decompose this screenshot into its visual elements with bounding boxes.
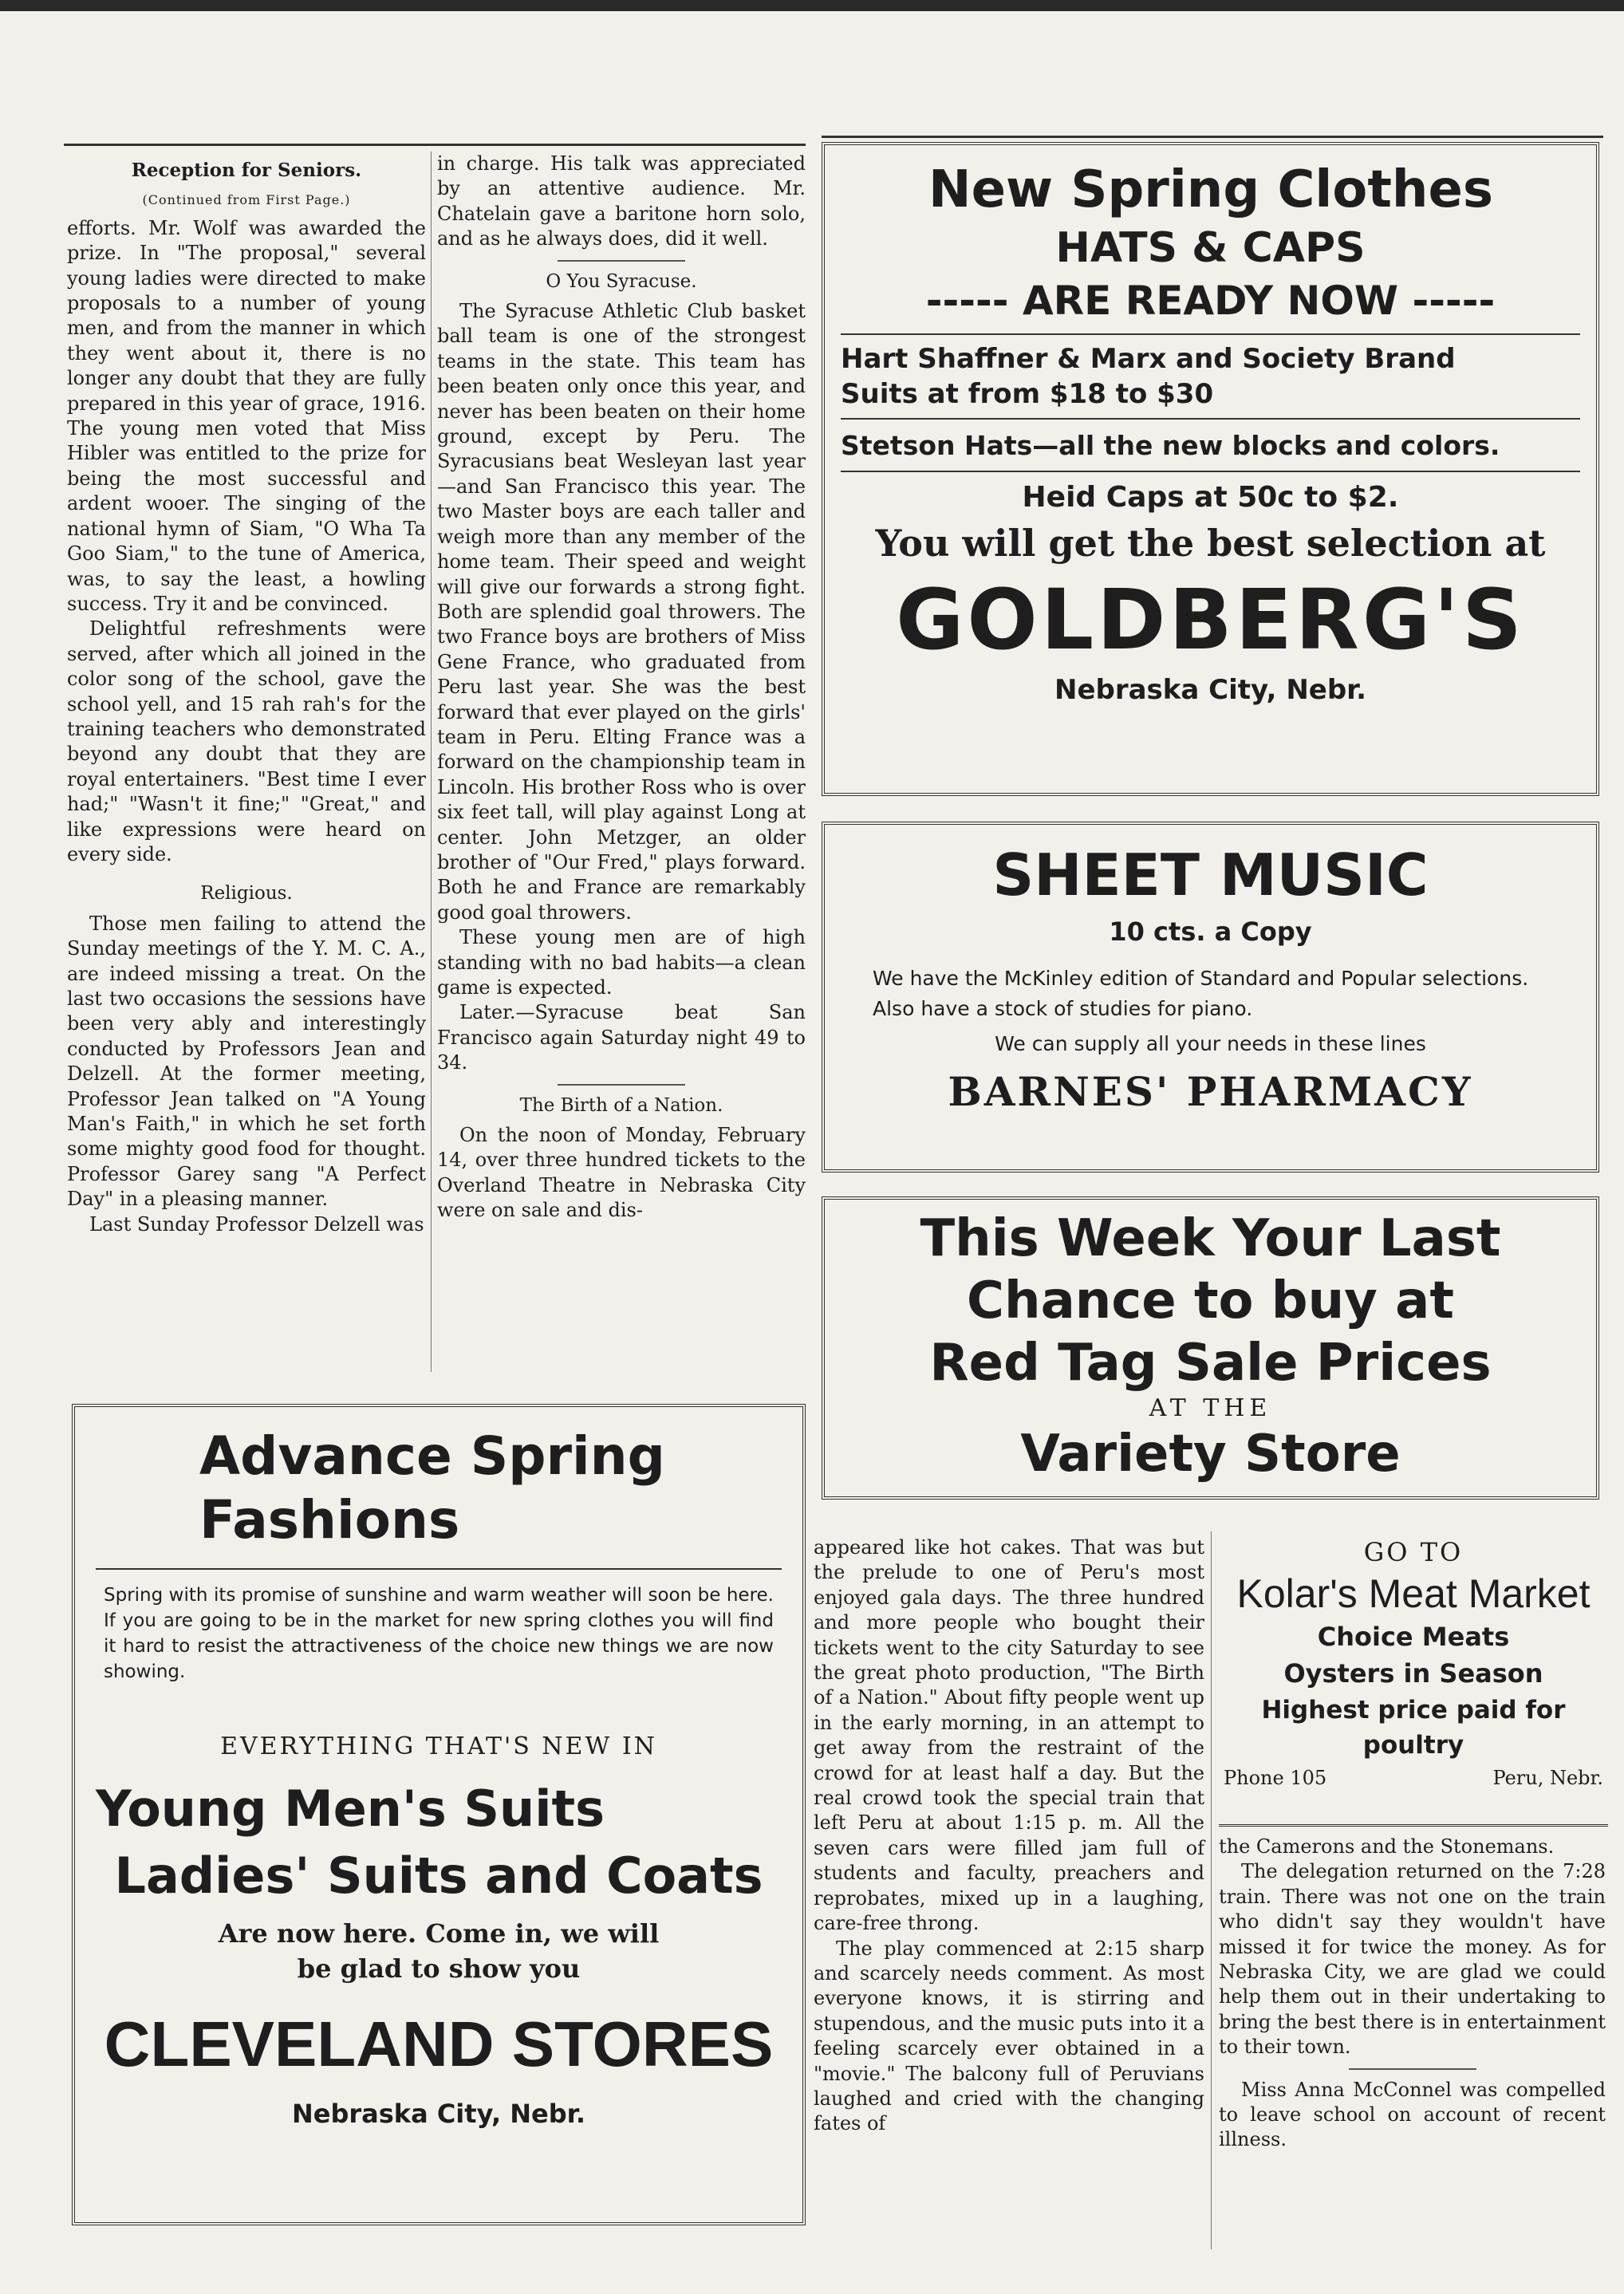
cleveland-everything: EVERYTHING THAT'S NEW IN [220, 1732, 657, 1760]
reception-paragraph-1: efforts. Mr. Wolf was awarded the prize. In "The proposal," several young ladies were directed to make proposals to a number of young men, and from the manner in which they went about it, there is no longer any doubt that they are fully prepared in this year of grace, 1916. The young men voted that Miss Hibler was entitled to the prize for being the most successful and ardent wooer. The singing of the national hymn of Siam, "O Wha Ta Goo Siam," to the tune of America, was, to say the least, a howling success. Try it and be convinced. [67, 216, 426, 615]
goldberg-ad [822, 142, 1599, 796]
column-3-lower [814, 1535, 1204, 2137]
sheet-music-text: We have the McKinley edition of Standard and Popular selections. Also have a stock of studies for piano. [873, 967, 1529, 1020]
divider [558, 1084, 685, 1086]
sheet-music-price: 10 cts. a Copy [1109, 916, 1312, 947]
religious-paragraph-2: Last Sunday Professor Delzell was [89, 1212, 424, 1236]
cleveland-headline-1: Advance Spring [199, 1425, 665, 1487]
column-2 [437, 152, 806, 1224]
cleveland-young-mens-suits: Young Men's Suits [96, 1780, 605, 1838]
goldberg-caps: Heid Caps at 50c to $2. [1022, 481, 1399, 514]
goldberg-store-name: GOLDBERG'S [896, 571, 1525, 668]
kolar-store-name: Kolar's Meat Market [1236, 1571, 1590, 1616]
goldberg-city: Nebraska City, Nebr. [1054, 674, 1367, 706]
kolar-choice-meats: Choice Meats [1317, 1622, 1510, 1652]
page-top-rule-right [822, 136, 1603, 138]
goldberg-stetson: Stetson Hats—all the new blocks and colors. [841, 430, 1500, 461]
barnes-store-name: BARNES' PHARMACY [948, 1068, 1473, 1115]
reception-continued: (Continued from First Page.) [142, 192, 351, 208]
cleveland-come-in-2: be glad to show you [297, 1953, 581, 1984]
cleveland-store-name: CLEVELAND STORES [104, 2008, 774, 2079]
scan-top-edge [0, 0, 1624, 11]
syracuse-paragraph-1: The Syracuse Athletic Club basket ball team is one of the strongest teams in the state. This team has been beaten only once this year, and never has been beaten on their home ground, except by Peru. The Syracusians beat Wesleyan last year—and San Francisco this year. The two Master boys are each taller and weigh more than any member of the home team. Their speed and weight will give our forwards a strong fight. Both are splendid goal throwers. The two France boys are brothers of Miss Gene France, who graduated from Peru last year. She was the best forward that ever played on the girls' team in Peru. Elting France was a forward on the championship team in Lincoln. His brother Ross who is over six feet tall, will play against Long at center. John Metzger, an older brother of "Our Fred," plays forward. Both he and France are remarkably good goal throwers. [437, 300, 806, 924]
birth-title: The Birth of a Nation. [519, 1094, 723, 1116]
variety-line-2: Chance to buy at [967, 1271, 1454, 1330]
religious-title: Religious. [200, 883, 293, 905]
cleveland-ladies-suits: Ladies' Suits and Coats [114, 1847, 763, 1905]
variety-line-3: Red Tag Sale Prices [929, 1334, 1492, 1393]
sheet-music-supply: We can supply all your needs in these lines [995, 1032, 1426, 1055]
cleveland-come-in-1: Are now here. Come in, we will [218, 1918, 660, 1949]
column-4-lower [1219, 1835, 1606, 2153]
religious-paragraph-3: in charge. His talk was appreciated by an attentive audience. Mr. Chatelain gave a baritone horn solo, and as he always does, did it well. [437, 152, 806, 250]
cleveland-headline-2: Fashions [199, 1489, 460, 1551]
religious-paragraph-1: Those men failing to attend the Sunday meetings of the Y. M. C. A., are indeed missing a treat. On the last two occasions the sessions have been very ably and interestingly conducted by Professors Jean and Delzell. At the former meeting, Professor Jean talked on "A Young Man's Faith," in which he set forth some mighty good food for thought. Professor Garey sang "A Perfect Day" in a pleasing manner. [67, 912, 426, 1211]
variety-store-name: Variety Store [1020, 1425, 1401, 1484]
column-divider-3 [1211, 1531, 1212, 2249]
goldberg-hats: HATS & CAPS [1055, 224, 1366, 272]
goldberg-headline: New Spring Clothes [928, 160, 1493, 219]
birth-paragraph-5: The delegation returned on the 7:28 train. There was not one on the train who didn't say they wouldn't have missed it for twice the money. As for Nebraska City, we are glad we could help them out in their undertaking to bring the best there is in entertainment to their town. [1219, 1860, 1606, 2059]
kolar-place: Peru, Nebr. [1492, 1767, 1603, 1789]
birth-paragraph-2: appeared like hot cakes. That was but the prelude to one of Peru's most enjoyed gala days. The three hundred and more people who bought their tickets went to the city Saturday to see the great photo production, "The Birth of a Nation." About fifty people went up in the early morning, in an attempt to get away from the restraint of the crowd for at least half a day. But the real crowd took the special train that left Peru at about 1:15 p. m. All the seven cars were filled jam full of students and faculty, preachers and reprobates, mixed up in a laughing, care-free throng. [814, 1536, 1204, 1935]
divider [1349, 2068, 1476, 2070]
syracuse-paragraph-2: These young men are of high standing with no bad habits—a clean game is expected. [437, 926, 806, 999]
goldberg-ready: ----- ARE READY NOW ----- [925, 278, 1496, 324]
kolar-oysters: Oysters in Season [1283, 1658, 1543, 1689]
goldberg-suits-brand: Hart Shaffner & Marx and Society Brand [841, 343, 1456, 375]
column-1 [67, 152, 426, 1237]
goldberg-suits-price: Suits at from $18 to $30 [841, 378, 1214, 410]
variety-store-ad [822, 1196, 1599, 1500]
birth-paragraph-3: The play commenced at 2:15 sharp and scarcely needs comment. As most everyone knows, it is stirring and stupendous, and the music puts into it a feeling scarcely ever obtained in a "movie." The balcony full of Peruvians laughed and cried with the changing fates of [814, 1937, 1204, 2135]
birth-paragraph-4: the Camerons and the Stonemans. [1219, 1835, 1555, 1858]
birth-paragraph-1: On the noon of Monday, February 14, over three hundred tickets to the Overland Theatre in Nebraska City were on sale and dis- [437, 1124, 806, 1222]
goldberg-selection: You will get the best selection at [875, 522, 1546, 565]
kolar-phone: Phone 105 [1224, 1767, 1327, 1789]
reception-title: Reception for Seniors. [131, 160, 362, 181]
cleveland-text: Spring with its promise of sunshine and warm weather will soon be here. If you are going to be in the market for new spring clothes you will find it hard to resist the attractiveness of the choice new things we are now showing. [104, 1585, 774, 1682]
variety-at-the: AT THE [1149, 1394, 1272, 1422]
variety-line-1: This Week Your Last [920, 1209, 1501, 1268]
kolar-go-to: GO TO [1363, 1537, 1464, 1567]
kolar-highest-price: Highest price paid for [1261, 1696, 1566, 1724]
kolar-poultry: poultry [1362, 1731, 1464, 1760]
cleveland-stores-ad [72, 1404, 806, 2225]
syracuse-title: O You Syracuse. [546, 270, 697, 292]
barnes-pharmacy-ad [822, 822, 1599, 1173]
cleveland-city: Nebraska City, Nebr. [291, 2099, 585, 2129]
divider [558, 260, 685, 262]
column-divider-1 [431, 152, 432, 1372]
page-top-rule [64, 144, 806, 146]
kolar-meat-market-ad [1219, 1535, 1608, 1827]
birth-paragraph-6: Miss Anna McConnel was compelled to leave school on account of recent illness. [1219, 2078, 1606, 2151]
reception-paragraph-2: Delightful refreshments were served, after which all joined in the color song of the school, gave the school yell, and 15 rah rah's for the training teachers who demonstrated beyond any doubt that they are royal entertainers. "Best time I ever had;" "Wasn't it fine;" "Great," and like expressions were heard on every side. [67, 617, 426, 865]
sheet-music-title: SHEET MUSIC [992, 842, 1429, 909]
syracuse-paragraph-3: Later.—Syracuse beat San Francisco again Saturday night 49 to 34. [437, 1001, 806, 1074]
